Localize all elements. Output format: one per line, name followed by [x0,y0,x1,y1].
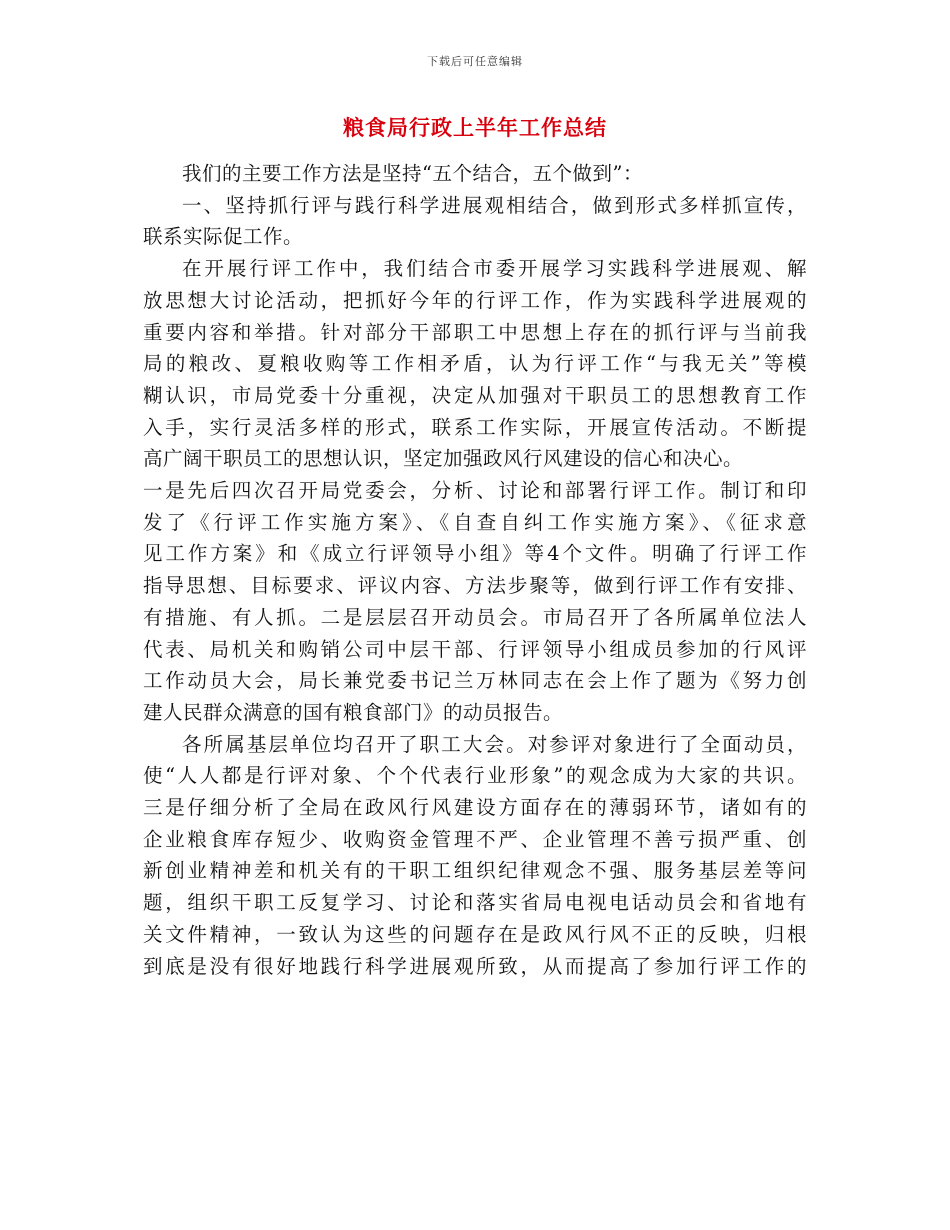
text-line: 三是仔细分析了全局在政风行风建设方面存在的薄弱环节，诸如有的 [143,796,807,820]
text-line: 一是先后四次召开局党委会，分析、讨论和部署行评工作。制订和印 [143,479,807,503]
text-line: 联系实际促工作。 [143,225,304,249]
text-line: 代表、局机关和购销公司中层干部、行评领导小组成员参加的行风评 [143,637,807,661]
document-title: 粮食局行政上半年工作总结 [343,115,607,140]
text-line: 到底是没有很好地践行科学进展观所致，从而提高了参加行评工作的 [143,954,807,978]
text-line: 见工作方案》和《成立行评领导小组》等4个文件。明确了行评工作 [143,542,807,566]
text-line: 我们的主要工作方法是坚持“五个结合，五个做到”： [182,162,643,185]
text-line: 局的粮改、夏粮收购等工作相矛盾，认为行评工作“与我无关”等模 [143,352,807,376]
text-line: 各所属基层单位均召开了职工大会。对参评对象进行了全面动员， [182,732,807,756]
text-line: 高广阔干职员工的思想认识，坚定加强政风行风建设的信心和决心。 [143,447,744,471]
text-line: 建人民群众满意的国有粮食部门》的动员报告。 [143,700,564,724]
text-line: 新创业精神差和机关有的干职工组织纪律观念不强、服务基层差等问 [143,859,807,883]
text-line: 糊认识，市局党委十分重视，决定从加强对干职员工的思想教育工作 [143,383,807,407]
text-line: 指导思想、目标要求、评议内容、方法步聚等，做到行评工作有安排、 [143,574,807,598]
text-line: 题，组织干职工反复学习、讨论和落实省局电视电话动员会和省地有 [143,891,807,915]
text-line: 企业粮食库存短少、收购资金管理不严、企业管理不善亏损严重、创 [143,827,807,851]
text-line: 使“人人都是行评对象、个个代表行业形象”的观念成为大家的共识。 [143,764,807,788]
text-line: 重要内容和举措。针对部分干部职工中思想上存在的抓行评与当前我 [143,320,807,344]
text-line: 入手，实行灵活多样的形式，联系工作实际，开展宣传活动。不断提 [143,415,807,439]
text-line: 工作动员大会，局长兼党委书记兰万林同志在会上作了题为《努力创 [143,669,807,693]
header-note: 下载后可任意编辑 [427,55,523,68]
text-line: 放思想大讨论活动，把抓好今年的行评工作，作为实践科学进展观的 [143,288,807,312]
text-line: 有措施、有人抓。二是层层召开动员会。市局召开了各所属单位法人 [143,605,807,629]
text-line: 在开展行评工作中，我们结合市委开展学习实践科学进展观、解 [182,257,807,281]
text-line: 关文件精神，一致认为这些的问题存在是政风行风不正的反映，归根 [143,922,807,946]
text-line: 发了《行评工作实施方案》、《自查自纠工作实施方案》、《征求意 [143,510,807,534]
text-line: 一、坚持抓行评与践行科学进展观相结合，做到形式多样抓宣传， [182,193,807,217]
document-body [143,158,807,982]
